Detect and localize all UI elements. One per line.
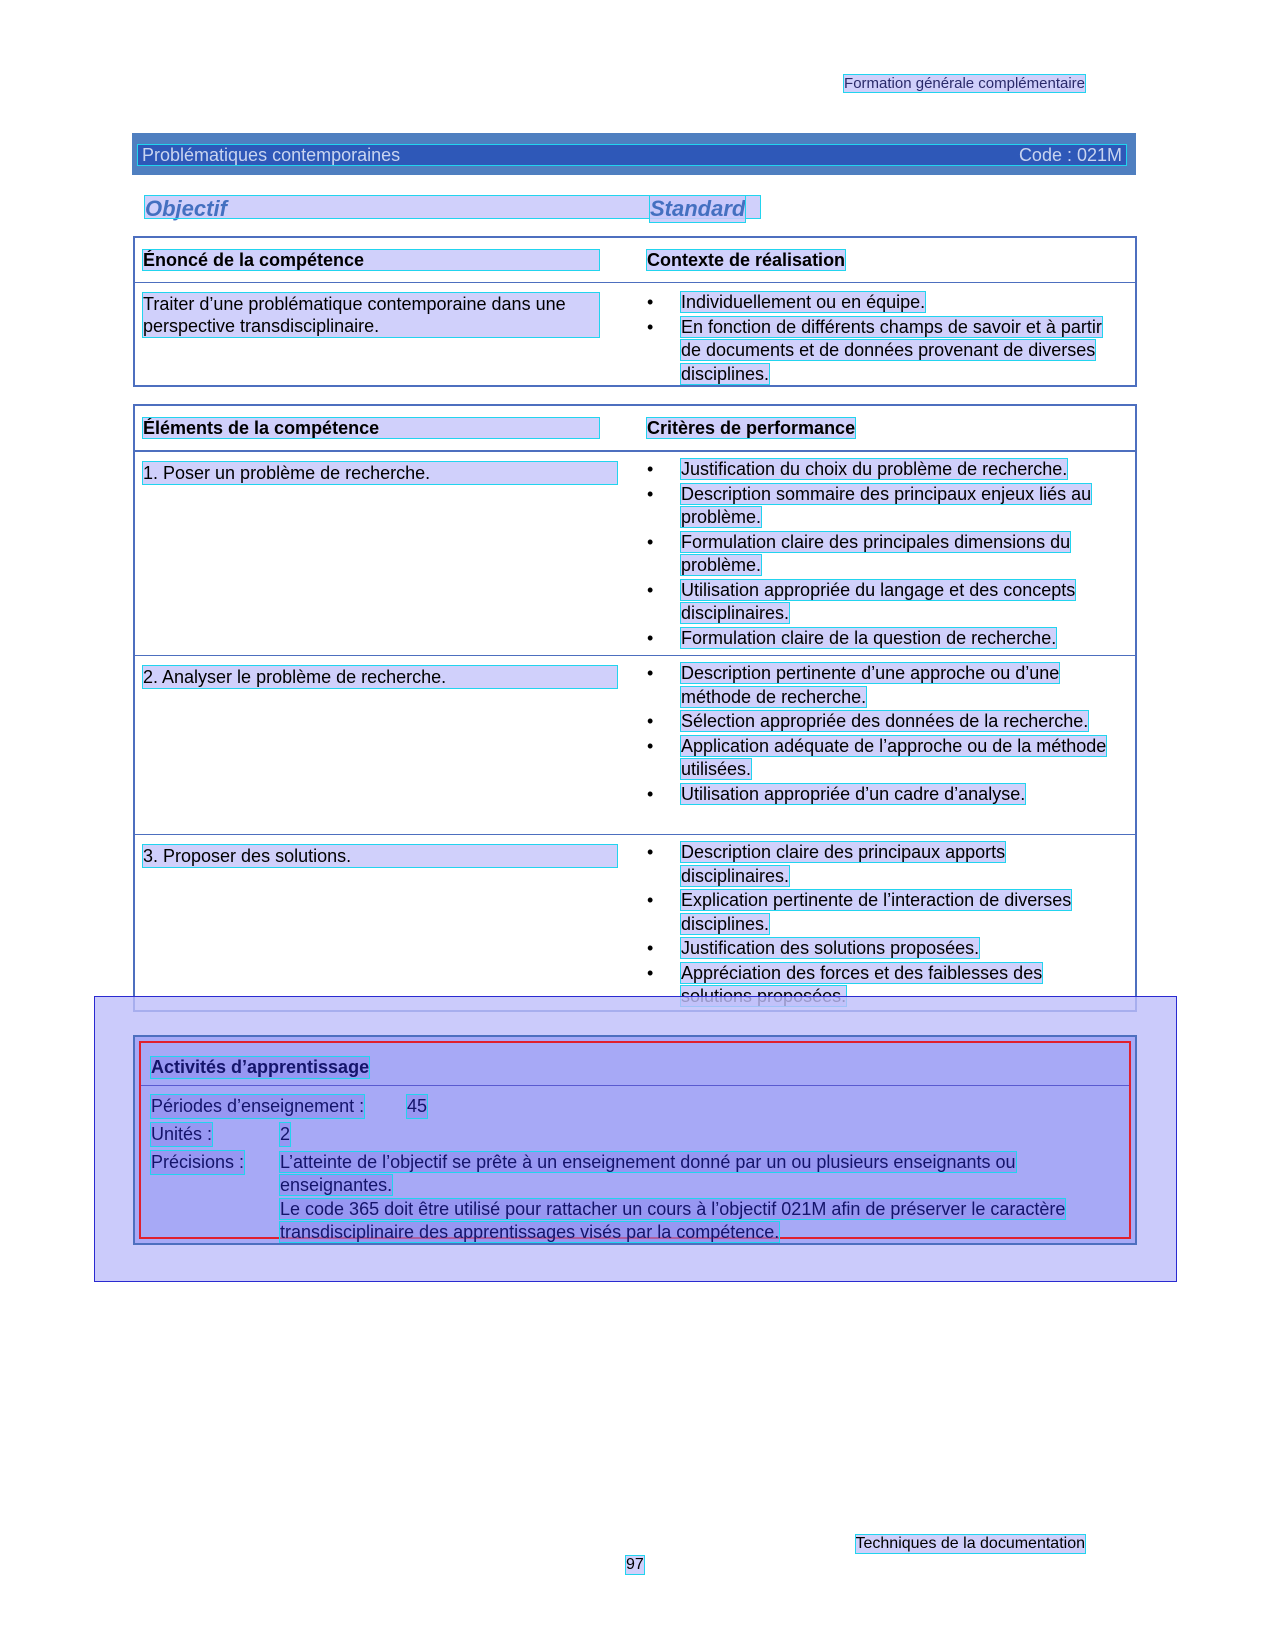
title-bar [132,133,1136,175]
list-item: • Explication pertinente de l’interaction de diverses disciplines. [647,890,1072,934]
elements-table [133,404,1137,1012]
competence-table [133,236,1137,387]
statement-header: Énoncé de la compétence [143,250,599,270]
criteria-list [647,841,1117,1010]
list-item: • Description sommaire des principaux enjeux liés au problème. [647,483,1092,527]
details-label: Précisions : [151,1152,245,1172]
list-item: • Justification des solutions proposées. [647,938,980,958]
list-item: • Sélection appropriée des données de la recherche. [647,711,1089,731]
element-label: 2. Analyser le problème de recherche. [143,666,617,688]
competence-statement: Traiter d’une problématique contemporaine dans une perspective transdisciplinaire. [143,293,599,337]
units-value: 2 [280,1124,291,1144]
list-item: • Application adéquate de l’approche ou de la méthode utilisées. [647,735,1107,779]
list-item: • Description claire des principaux apports disciplinaires. [647,842,1006,886]
list-item: • Description pertinente d’une approche ou d’une méthode de recherche. [647,663,1060,707]
element-row [135,655,1135,834]
periods-value: 45 [407,1096,428,1116]
element-row [135,834,1135,1010]
standard-label: Standard [650,196,746,221]
list-item: • Utilisation appropriée du langage et des concepts disciplinaires. [647,579,1076,623]
footer-program: Techniques de la documentation [855,1535,1085,1552]
list-item: • Justification du choix du problème de recherche. [647,459,1068,479]
element-label: 3. Proposer des solutions. [143,845,617,867]
page-number: 97 [626,1556,644,1573]
context-header: Contexte de réalisation [647,250,846,270]
activities-box [133,1035,1137,1245]
criteria-header: Critères de performance [647,418,856,438]
course-title: Problématiques contemporaines [142,144,401,165]
details-text-1: L’atteinte de l’objectif se prête à un enseignement donné par un ou plusieurs enseignants ou enseignantes. [280,1152,1016,1195]
element-row [135,451,1135,655]
list-item: • Formulation claire de la question de recherche. [647,627,1057,648]
activities-selection-border [139,1041,1131,1242]
list-item: • Utilisation appropriée d’un cadre d’analyse. [647,783,1026,804]
elements-header [135,406,1135,451]
activities-divider [141,1085,1129,1086]
elements-header-label: Éléments de la compétence [143,418,599,438]
details-text-2: Le code 365 doit être utilisé pour rattacher un cours à l’objectif 021M afin de préserver le caractère transdisciplinaire des apprentissages visés par la compétence. [280,1199,1066,1242]
criteria-list [647,458,1117,651]
activities-title: Activités d’apprentissage [151,1057,370,1077]
list-item: • En fonction de différents champs de savoir et à partir de documents et de données provenant de diverses disciplines. [647,316,1102,384]
periods-label: Périodes d’enseignement : [151,1096,365,1116]
units-label: Unités : [151,1124,213,1144]
criteria-list [647,662,1117,807]
context-list [647,291,1117,387]
course-code: Code : 021M [1018,144,1122,165]
list-item: • Appréciation des forces et des faiblesses des [647,962,1117,1009]
running-header: Formation générale complémentaire [844,75,1085,92]
element-label: 1. Poser un problème de recherche. [143,462,617,484]
list-item: • Formulation claire des principales dimensions du problème. [647,531,1071,575]
list-item: • Individuellement ou en équipe. [647,292,926,312]
competence-header [135,238,1135,283]
objective-label: Objectif [145,196,760,218]
